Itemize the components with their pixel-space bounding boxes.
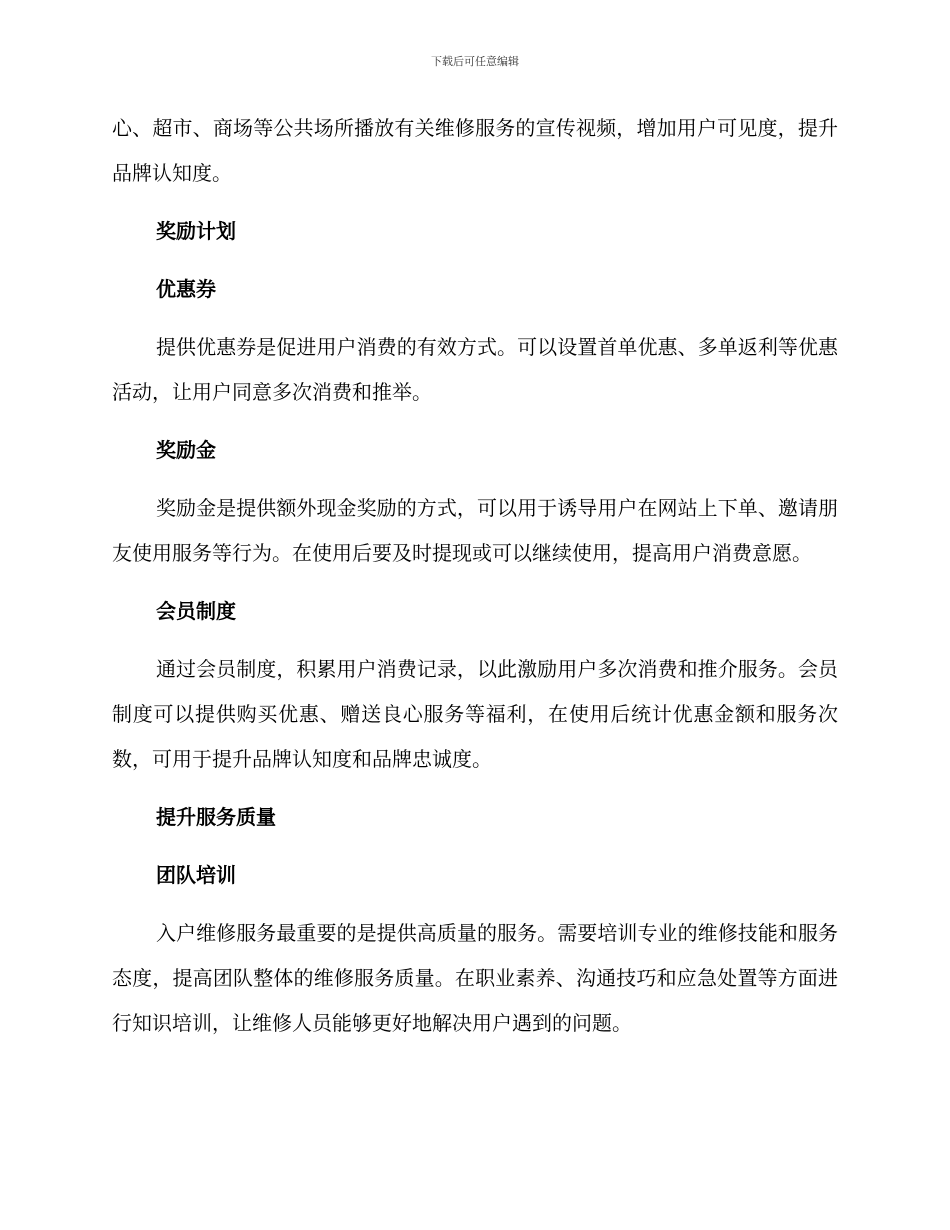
heading-service-quality: 提升服务质量 <box>156 805 276 829</box>
heading-coupon: 优惠券 <box>156 277 216 301</box>
paragraph-bonus: 奖励金是提供额外现金奖励的方式，可以用于诱导用户在网站上下单、邀请朋友使用服务等行为。在使用后要及时提现或可以继续使用，提高用户消费意愿。 <box>112 496 838 565</box>
heading-team-training: 团队培训 <box>156 863 236 887</box>
document-body <box>112 106 838 1059</box>
heading-reward-plan: 奖励计划 <box>156 219 236 243</box>
heading-membership: 会员制度 <box>156 599 236 623</box>
page-header-note: 下载后可任意编辑 <box>431 55 519 68</box>
paragraph-coupon: 提供优惠券是促进用户消费的有效方式。可以设置首单优惠、多单返利等优惠活动，让用户同意多次消费和推举。 <box>112 335 838 404</box>
paragraph-continued: 心、超市、商场等公共场所播放有关维修服务的宣传视频，增加用户可见度，提升品牌认知度。 <box>112 116 838 185</box>
paragraph-membership: 通过会员制度，积累用户消费记录，以此激励用户多次消费和推介服务。会员制度可以提供购买优惠、赠送良心服务等福利，在使用后统计优惠金额和服务次数，可用于提升品牌认知度和品牌忠诚度。 <box>112 657 838 771</box>
heading-bonus: 奖励金 <box>156 438 216 462</box>
paragraph-team-training: 入户维修服务最重要的是提供高质量的服务。需要培训专业的维修技能和服务态度，提高团队整体的维修服务质量。在职业素养、沟通技巧和应急处置等方面进行知识培训，让维修人员能够更好地解决用户遇到的问题。 <box>112 921 838 1035</box>
